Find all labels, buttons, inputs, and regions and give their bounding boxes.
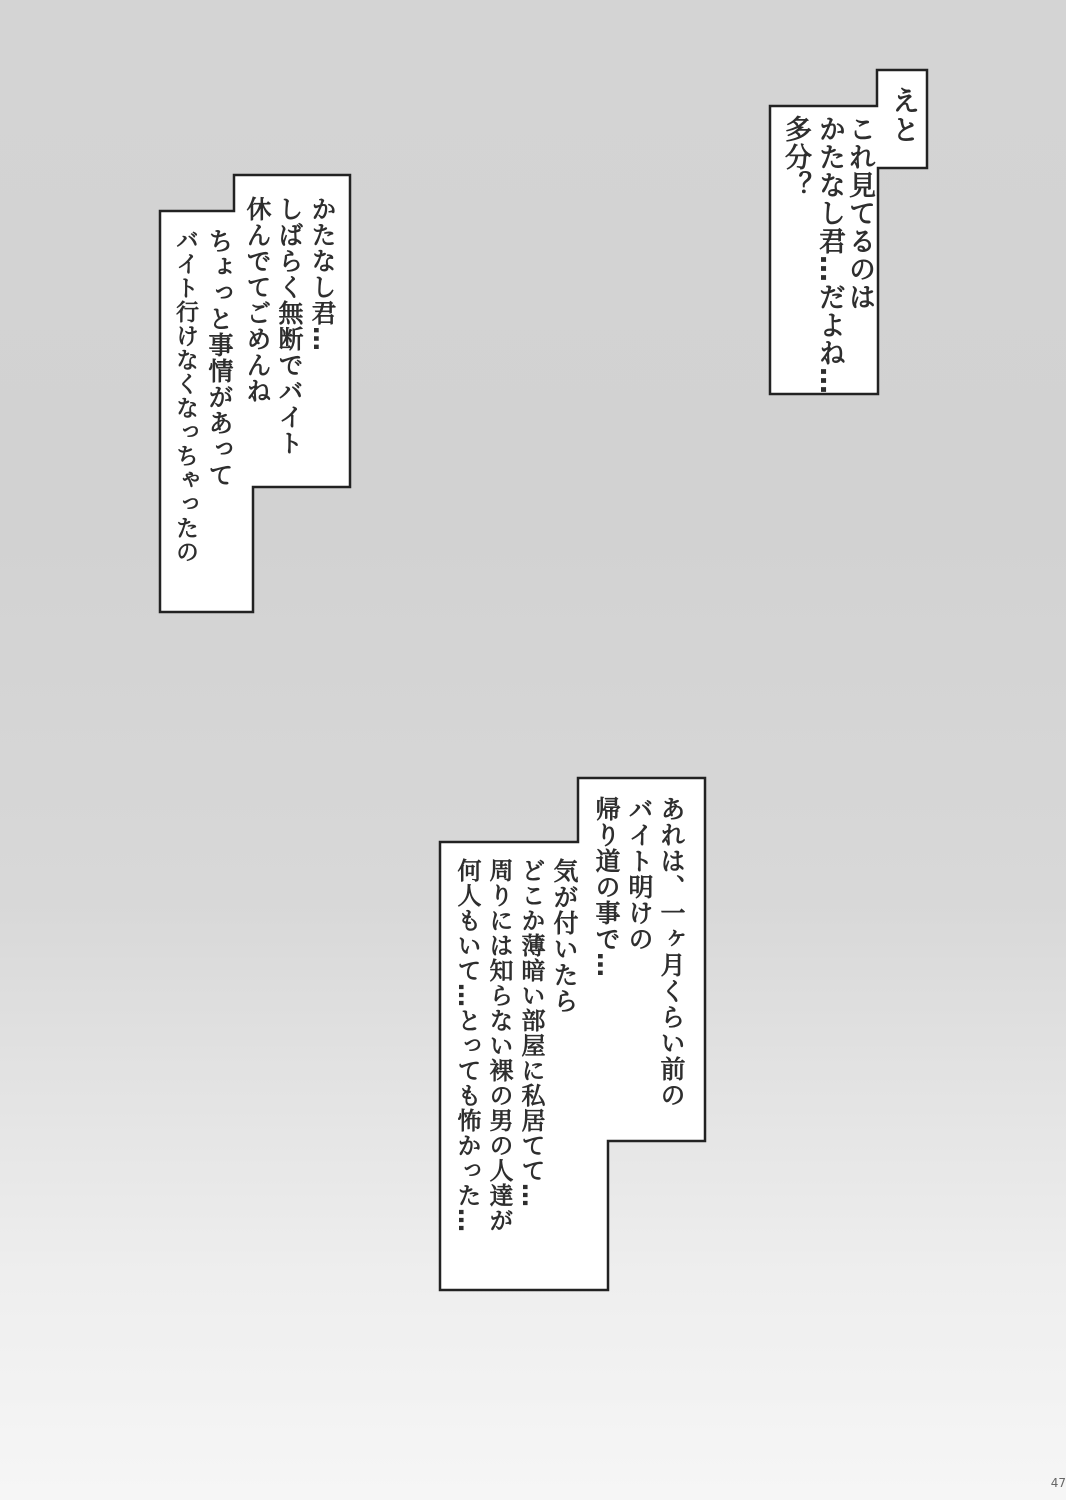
speech-line: 帰り道の事で…: [592, 796, 621, 978]
speech-line: ちょっと事情があって: [205, 228, 234, 488]
speech-line: 周りには知らない裸の男の人達が: [485, 858, 513, 1233]
speech-line: しばらく無断でバイト: [275, 196, 304, 456]
speech-line: えと: [888, 86, 921, 144]
page-number: 47: [1050, 1476, 1066, 1490]
speech-line: バイト明けの: [625, 796, 654, 952]
speech-line: かたなし君…: [308, 196, 337, 352]
speech-line: 気が付いたら: [550, 858, 579, 1014]
speech-line: 多分？: [780, 115, 811, 199]
speech-line: バイト行けなくなっちゃったの: [172, 228, 198, 564]
speech-line: これ見てるのは: [844, 115, 875, 311]
speech-line: どこか薄暗い部屋に私居てて…: [517, 858, 545, 1208]
speech-line: かたなし君…だよね…: [814, 115, 845, 395]
speech-line: 何人もいて…とっても怖かった…: [453, 858, 481, 1233]
speech-line: あれは、一ヶ月くらい前の: [657, 796, 686, 1108]
speech-line: 休んでてごめんね: [243, 196, 272, 404]
